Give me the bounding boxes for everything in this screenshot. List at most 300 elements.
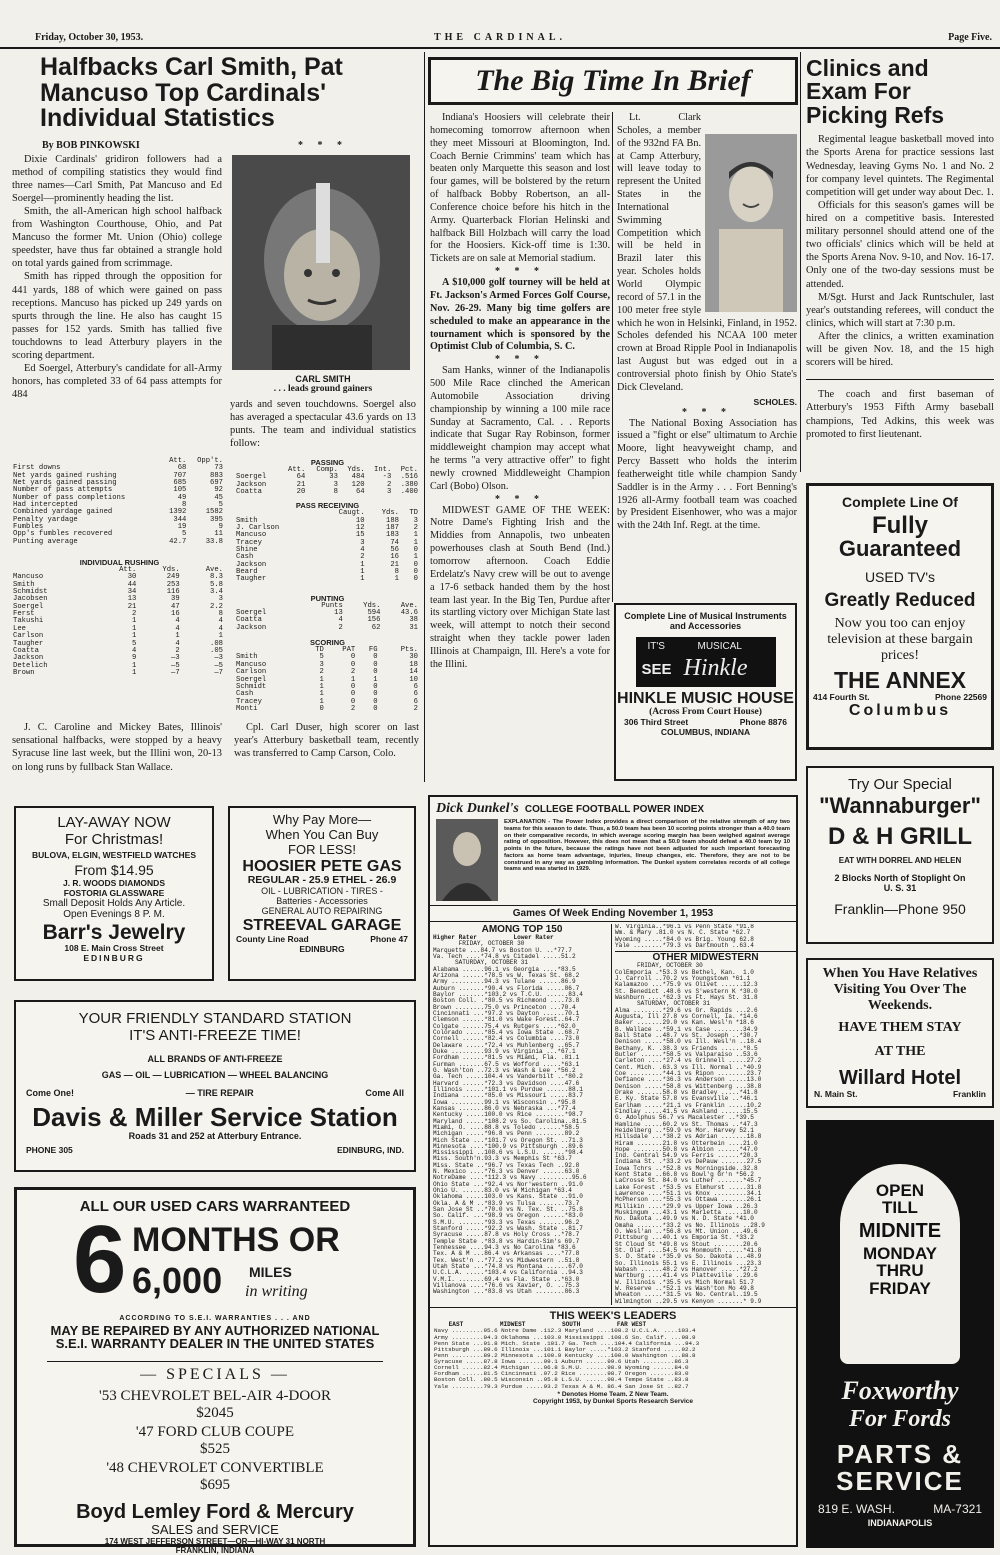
streeval-garage-ad [228, 806, 416, 981]
receiving-label: Beard [236, 568, 258, 577]
rushing-value: 16 [171, 610, 180, 619]
big-time-right-col [617, 112, 797, 597]
davis-tire-row [16, 1080, 414, 1098]
davis-tire-repair: — TIRE REPAIR [185, 1088, 254, 1098]
rushing-table: Att. Yds. Ave. Mancuso 30 249 8.3 Smith 44 253 5.8 Schmidst 34 116 3.4 Jacobsen 13 39 3 Soergel 21 47 2.2 Ferst 2 16 8 Takushi 1 4 4 Lee 1 4 4 Carlson 1 1 1 Taugher 5 4 .08 Coatta 4 2 .05 Jackson 9 —3 —3 Detelich 1 —5 —5 Brown 1 —7 —7 [13, 566, 223, 677]
punting-label: Soergel [236, 609, 267, 618]
portrait-icon [436, 819, 498, 901]
receiving-value: 3 [360, 538, 365, 547]
hinkle-address-row [616, 717, 795, 727]
receiving-label: Cash [236, 553, 254, 562]
team_stats-value: 68 [177, 464, 187, 473]
hinkle-headline: Complete Line of Musical Instruments and Accessories [624, 611, 787, 631]
masthead-rule [0, 47, 1000, 49]
passing-value: .516 [400, 473, 418, 482]
receiving-value: 74 [390, 538, 399, 547]
big-time-left-col [430, 112, 610, 787]
big-time-p5: Lt. Clark Scholes, a member of the 932nd FA Bn. at Camp Atterbury, will leave today to represent the United States in the International Swimming Competition which will be held in Brazil later this year. Scholes holds World Olympic record of 57.1 in the 100 meter free style which he won in Helsinki, Finland, in 1952. Scholes defended his NCAA 100 meter crown at Broad Ripple Pool in Indianapolis last August but was edged out in a controversial photo finish by Ohio State's Dick Cleveland. [617, 112, 797, 393]
hinkle-sign-script: Hinkle [683, 655, 748, 681]
rushing-value: —3 [214, 654, 223, 663]
team_stats-value: 11 [214, 530, 223, 539]
grill-tagline: EAT WITH DORREL AND HELEN [838, 855, 962, 865]
willard-pitch: When You Have Relatives Visiting You Over The Weekends. [822, 966, 978, 1014]
team_stats-label: Had intercepted [13, 501, 78, 509]
rushing-label: Takushi [13, 617, 44, 626]
davis-l3: ALL BRANDS OF ANTI-FREEZE [147, 1054, 283, 1064]
scoring-label: Soergel [236, 675, 267, 684]
receiving-row [235, 562, 419, 569]
streeval-l2: When You Can Buy [265, 827, 379, 842]
photo-caption-sub: . . . leads ground gainers [273, 383, 373, 394]
halfbacks-p2: Smith, the all-American high school halfback from Washington Courthouse, Ohio, and Pat Mancuso the former Mt. Union (Ohio) college speedster, have thus far obtained a strangle hold on total yards gained from scrimmage. [12, 205, 222, 270]
hinkle-address: 306 Third Street [624, 717, 689, 728]
annex-pitch: Now you too can enjoy television at these bargain prices! [827, 616, 973, 664]
barrs-name: Barr's Jewelry [42, 921, 186, 944]
other-midwestern-title: OTHER MIDWESTERN [615, 951, 796, 963]
boyd-car2: '47 FORD CLUB COUPE [135, 1423, 295, 1440]
receiving-value: 56 [390, 546, 399, 555]
dunkel-explanation: EXPLANATION - The Power Index provides a direct comparison of the relative strength of any two teams for this season to date. Thus, a 50.0 team has been 10 scoring points stronger than a 40.0 team on their comparative records, in which average scoring margin has been weighed against average rating of opposition. However, this does not mean that a 50.0 team should defeat a 40.0 team by 10 points in the future, because the ratings have not been adjusted for such important forecasting factors as home team advantage, injuries, lineup changes, etc. Therefore, they are not to be construed in any way as gambling information. The Dunkel system correlates records of all college teams and was started in 1929. [504, 819, 790, 873]
punting-value: 594 [367, 609, 381, 618]
rushing-row [12, 604, 224, 611]
passing-value: 64 [296, 473, 306, 482]
receiving-value: 12 [355, 524, 365, 532]
streeval-l3: FOR LESS! [288, 842, 356, 857]
punting-value: 43.6 [400, 609, 418, 618]
barrs-layaway: LAY-AWAY NOW [57, 814, 171, 831]
rushing-value: —7 [214, 668, 223, 677]
rushing-value: 1 [132, 624, 137, 633]
boyd-city: FRANKLIN, INDIANA [175, 1545, 255, 1555]
masthead [0, 0, 1000, 48]
barrs-town: EDINBURG [83, 953, 145, 964]
streeval-address-row [230, 934, 414, 944]
passing-value: 33 [329, 473, 338, 482]
clinics-p4: After the clinics, a written examination will be given Nov. 18, and the 15 high scorers will be hired. [806, 331, 994, 369]
willard-at-the: AT THE [874, 1044, 926, 1060]
rushing-value: 1 [132, 617, 137, 626]
rushing-label: Detelich [13, 661, 48, 670]
rushing-value: 1 [132, 632, 137, 641]
passing-table: Att. Comp. Yds. Int. Pct. Soergel 64 33 484 -3 .516 Jackson 21 3 120 2 .380 Coatta 20 8 64 3 .400 [236, 465, 418, 496]
rushing-value: 4 [218, 617, 223, 626]
team_stats-label: Combined yardage gained [13, 508, 113, 517]
receiving-row [235, 576, 419, 583]
scoring-label: Mancuso [236, 660, 267, 669]
scoring-value: 3 [319, 660, 324, 669]
team_stats-value: 697 [210, 478, 223, 487]
team_stats-label: Number of pass completions [13, 493, 126, 502]
davis-come-one: Come One! [26, 1088, 75, 1098]
scoring-value: 0 [373, 653, 378, 662]
rushing-label: Jackson [13, 654, 44, 663]
streeval-road: County Line Road [236, 934, 309, 945]
foxworthy-service: SERVICE [836, 1465, 964, 1496]
barrs-deposit: Small Deposit Holds Any Article. [42, 898, 186, 909]
scoring-value: 6 [413, 682, 418, 691]
leaders-title: THIS WEEK'S LEADERS [430, 1307, 796, 1322]
hinkle-sign-its: IT'S [647, 641, 665, 652]
scoring-label: Carlson [236, 668, 267, 677]
rushing-value: 47 [171, 602, 180, 611]
streeval-name: STREEVAL GARAGE [242, 917, 402, 935]
receiving-label: Shine [236, 546, 258, 555]
team_stats-value: 45 [214, 493, 223, 502]
foxworthy-city: INDIANAPOLIS [867, 1518, 933, 1529]
scoring-value: 1 [319, 675, 324, 684]
photo-caption-name: CARL SMITH [295, 373, 351, 384]
scholes-photo [705, 134, 797, 312]
receiving-value: 0 [413, 560, 418, 569]
rushing-label: Ferst [13, 610, 35, 619]
scoring-value: 2 [350, 704, 356, 713]
clinics-divider [806, 379, 994, 380]
team_stats-value: 9 [218, 523, 223, 532]
receiving-label: Taugher [236, 575, 267, 584]
halfbacks-p3: Smith has ripped through the opposition for 441 yards, 188 of which were gained on pass receptions. Mancuso has picked up 249 yards on spurts through the line. He also has caught 15 passes for 152 yards. Smith has tallied five touchdowns to lead Atterbury players in the scoring department. [12, 271, 222, 362]
divider-stars: * * * [298, 139, 348, 151]
rushing-row [12, 611, 224, 618]
scoring-value: 0 [373, 697, 378, 706]
team-stats-table: Att. Opp't. First downs 68 73 Net yards gained rushing 707 883 Net yards gained passing 685 697 Number of pass attempts 105 92 Number of pass completions 49 45 Had intercepted 8 5 Combined yardage gained 1392 1582 Penalty yardage 344 395 Fumbles 19 9 Opp's fumbles recovered 5 11 Punting average 42.7 33.8 [13, 456, 223, 546]
punting-value: 38 [409, 616, 418, 625]
boyd-price3: $695 [200, 1476, 230, 1493]
passing-row [235, 489, 419, 496]
hinkle-sign-musical: MUSICAL [697, 641, 742, 652]
rushing-row [12, 574, 224, 581]
team_stats-value: 1582 [205, 508, 223, 517]
passing-value: 120 [351, 480, 365, 489]
receiving-value: 0 [413, 568, 418, 577]
rushing-value: —5 [214, 661, 223, 670]
rushing-value: 34 [127, 588, 137, 597]
rushing-title: INDIVIDUAL RUSHING [79, 558, 160, 568]
big-time-title: The Big Time In Brief [475, 64, 751, 97]
scoring-label: Cash [236, 690, 254, 699]
punting-label: Jackson [236, 623, 267, 632]
scoring-value: 2 [413, 704, 418, 713]
team_stats-value: 105 [173, 486, 187, 495]
team_stats-label: Opp's fumbles recovered [13, 530, 113, 539]
top150-head: Higher Rater Lower Rater [433, 934, 554, 941]
rushing-label: Lee [13, 624, 26, 633]
receiving-label: J. Carlson [236, 524, 280, 532]
passing-value: 21 [296, 480, 306, 489]
hinkle-location: (Across From Court House) [649, 707, 762, 718]
foxworthy-ad [806, 1120, 994, 1548]
rushing-value: —3 [171, 654, 180, 663]
scoring-label: Tracey [236, 697, 262, 706]
foxworthy-badge [840, 1164, 960, 1364]
foxworthy-address-row [808, 1494, 992, 1516]
scoring-value: 1 [350, 675, 356, 684]
halfbacks-article [12, 55, 422, 775]
barrs-jewelry-ad [14, 806, 214, 981]
scoring-label: Smith [236, 653, 258, 662]
grill-l1: Try Our Special [848, 776, 952, 793]
boyd-price2: $525 [200, 1440, 230, 1457]
issue-date: Friday, October 30, 1953. [35, 32, 144, 43]
scoring-table: TD PAT FG Pts. Smith 5 0 0 30 Mancuso 3 0 0 18 Carlson 2 2 0 14 Soergel 1 1 1 10 Schmidt 1 0 0 6 Cash 1 0 0 6 Tracey 1 0 0 6 Monti 0 2 0 2 [236, 646, 418, 713]
big-time-p2: A $10,000 golf tourney will be held at Ft. Jackson's Armed Forces Golf Course, Nov. 26-29. Many big time golfers are scheduled to make an appearance in the tournament which is sponsored by the Optimist Club of Columbia, S. C. [430, 277, 610, 353]
annex-address: 414 Fourth St. [813, 692, 870, 703]
rushing-value: 4 [175, 624, 180, 633]
receiving-value: 4 [360, 546, 365, 555]
boyd-six: 6 [73, 1206, 127, 1313]
davis-l2: IT'S ANTI-FREEZE TIME! [129, 1027, 301, 1044]
rushing-value: 2 [132, 610, 137, 619]
halfbacks-p1: Dixie Cardinals' gridiron followers had a method of compiling statistics they would find three names—Carl Smith, Pat Mancuso and Ed Soergel—prominently heading the list. [12, 153, 222, 204]
team_stats-value: 685 [173, 478, 187, 487]
rushing-row [12, 641, 224, 648]
rushing-value: 5 [132, 639, 137, 648]
scoring-label: Monti [236, 704, 258, 713]
team_stats-value: 49 [177, 493, 187, 502]
scoring-value: 0 [373, 690, 378, 699]
halfbacks-p6: J. C. Caroline and Mickey Bates, Illinois' sensational halfbacks, were stopped by a heavy Syracuse line last week, but the Illini won, 20-13 on long runs by fullback Stan Wallace. [12, 722, 222, 773]
scoring-value: 0 [350, 653, 356, 662]
scoring-value: 0 [319, 704, 324, 713]
other-midwestern-games: FRIDAY, OCTOBER 30 ColEmporia .*53.3 vs Bethel, Kan. 1.0 J. Carroll ..70.2 vs Youngstown *61.1 Kalamazoo ...*75.9 vs Olivet ......12.3 St. Benedict .48.6 vs S'western K *30.0 Washburn ....*62.3 vs Ft. Hays St. 31.8 SATURDAY, OCTOBER 31 Alma ........*29.6 vs Gr. Rapids ...2.6 Augusta, Ill 27.8 vs Cornell, Ia. *14.6 Baker .......29.0 vs Kan. Wesl'n *18.6 B. Wallace ..*59.1 vs Case ........34.9 Ball State ..48.7 vs St. Joseph ..*30.7 Denison .....*58.0 vs Ill. Wesl'n ..18.4 Bethany, K. .38.3 vs Friends ......*8.5 Butler ......*58.5 vs Valparaiso ..53.6 Carleton ....*27.4 vs Grinnell .....27.2 Cent. Mich. .63.3 vs Ill. Normal ..*40.9 Coe .........*44.1 vs Ripon ........23.7 Defiance ....*36.3 vs Anderson .....13.0 Denison .....*58.8 vs Wittenberg ...38.8 Drake .......58.8 vs Bradley .....*41.8 E. Ky. State 57.8 vs Evansville ..*46.1 Earlham .....*21.1 vs Franklin .....10.2 Findlay .....41.5 vs Ashland ......15.5 G. Adolphus 56.7 vs Macalester ..*39.5 Hamline .....60.2 vs St. Thomas ..*47.3 Heidelberg ..*59.9 vs Mor. Harvey 52.1 Hillsdale ...*38.2 vs Adrian .......18.8 Hiram .......21.8 vs Otterbein ....21.0 Hope ........50.8 vs Albion ......*47.0 Ind. Central 54.9 vs Ferris ......*20.3 Indiana St. .*33.2 vs DePauw .......27.5 Iowa Tchrs ..*52.8 vs Morningside..32.8 Kent State ..66.8 vs Bowl'g Gr'n *56.2 LaCrosse St. 84.0 vs Luther .......*45.7 Lake Forest .*53.5 vs Elmhurst .....31.8 Lawrence ....*51.1 vs Knox .........34.1 McPherson ...*55.3 vs Ottawa .......26.1 Millikin ....*29.9 vs Upper Iowa ..26.3 Muskingum ...43.1 vs Marietta .....10.0 No. Dakota ..49.9 vs N. D. State *41.0 Omaha .......*33.2 vs No. Illinois ..28.9 O. Wesl'an ..*56.8 vs Mt. Union ...49.6 Pittsburg ...40.1 vs Emporia St. *33.2 St Cloud St *49.8 vs Stout ........20.6 St. Olaf ....54.5 vs Monmouth .....*41.8 S. D. State .*35.9 vs So. Dakota ...48.9 So. Illinois 55.1 vs E. Illinois ...23.3 Wabash ......48.2 vs Hanover .....*27.2 Wartburg ....41.4 vs Platteville ..29.6 W. Illinois .*35.5 vs Mich Normal 51.7 W. Reserve ..*52.1 vs Wash'ton Mo 49.8 Wheaton .....*31.5 vs No. Central..19.5 Wilmington ..29.5 vs Kenyon .......* 9.9 [615, 962, 765, 1305]
dunkel-footnote: * Denotes Home Team. Z New Team. [557, 1390, 669, 1398]
scoring-value: 6 [413, 697, 418, 706]
willard-city: Franklin [952, 1088, 986, 1099]
team_stats-value: 395 [210, 515, 223, 524]
scoring-row [235, 706, 419, 713]
halfbacks-headline: Halfbacks Carl Smith, Pat Mancuso Top Cardinals' Individual Statistics [40, 55, 343, 132]
boyd-repaired: MAY BE REPAIRED BY ANY AUTHORIZED NATIONAL [50, 1323, 380, 1338]
boyd-name: Boyd Lemley Ford & Mercury [76, 1500, 354, 1523]
annex-used-tvs: USED TV's [864, 568, 936, 585]
clinics-p5: The coach and first baseman of Atterbury's 1953 Fifth Army baseball champions, Ted Adkins, this week was promoted to first lieutenant. [806, 389, 994, 440]
annex-guaranteed: Guaranteed [838, 536, 962, 562]
barrs-watches: BULOVA, ELGIN, WESTFIELD WATCHES [31, 850, 196, 860]
rushing-row [12, 663, 224, 670]
team_stats-value: 5 [218, 501, 223, 509]
column-rule-3 [800, 52, 801, 472]
team_stats-value: 92 [214, 486, 223, 495]
streeval-prices: REGULAR - 25.9 ETHEL - 26.9 [247, 874, 397, 887]
rushing-label: Coatta [13, 646, 39, 655]
receiving-value: 3 [413, 516, 418, 525]
annex-fully: Fully [871, 512, 928, 539]
streeval-repair: GENERAL AUTO REPAIRING [261, 906, 383, 917]
scoring-value: 1 [319, 697, 324, 706]
rushing-value: 253 [166, 580, 180, 589]
scoring-value: 30 [409, 653, 418, 662]
rushing-label: Carlson [13, 632, 44, 641]
receiving-label: Tracey [236, 538, 262, 547]
foxworthy-parts: PARTS & [836, 1439, 964, 1469]
receiving-title: PASS RECEIVING [295, 501, 360, 511]
carl-smith-photo [232, 155, 410, 370]
scoring-value: 0 [373, 660, 378, 669]
barrs-hours: Open Evenings 8 P. M. [63, 909, 165, 920]
passing-value: 2 [386, 480, 392, 489]
team_stats-value: 33.8 [205, 537, 223, 546]
passing-label: Jackson [236, 480, 267, 489]
receiving-value: 1 [413, 531, 418, 540]
streeval-batteries: Batteries - Accessories [276, 896, 368, 907]
grill-wannaburger: "Wannaburger" [819, 793, 981, 818]
scoring-row [235, 699, 419, 706]
hinkle-phone: Phone 8876 [739, 717, 787, 728]
punting-table: Punts Yds. Ave. Soergel 13 594 43.6 Coatta 4 156 38 Jackson 2 62 31 [236, 601, 418, 632]
boyd-specials: — SPECIALS — [140, 1365, 290, 1383]
rushing-value: 5.8 [210, 580, 223, 589]
scoring-value: 18 [409, 660, 418, 669]
davis-phone: PHONE 305 [26, 1144, 73, 1155]
annex-city: Columbus [848, 702, 952, 720]
foxworthy-friday: FRIDAY [869, 1278, 931, 1298]
paper-name: THE CARDINAL. [433, 32, 566, 43]
streeval-town: EDINBURG [299, 944, 345, 955]
barrs-christmas: For Christmas! [64, 831, 164, 848]
willard-stay: HAVE THEM STAY [838, 1020, 962, 1036]
leaders-head: EAST MIDWEST SOUTH FAR WEST [434, 1321, 647, 1329]
davis-miller-ad [14, 1000, 416, 1172]
passing-value: -3 [382, 473, 392, 482]
clinics-headline: Clinics and Exam For Picking Refs [806, 57, 945, 128]
scoring-value: 2 [350, 668, 356, 677]
top150-title: AMONG TOP 150 [481, 924, 563, 935]
receiving-value: 1 [360, 560, 365, 569]
rushing-row [12, 633, 224, 640]
davis-name: Davis & Miller Service Station [32, 1102, 398, 1132]
halfbacks-p7: Cpl. Carl Duser, high scorer on last year's Atterbury basketball team, recently was transferred to Camp Carson, Colo. [234, 722, 419, 760]
hinkle-sign-see: SEE [641, 661, 672, 678]
receiving-value: 16 [390, 553, 399, 562]
punting-title: PUNTING [310, 593, 345, 603]
punting-row [235, 625, 419, 632]
receiving-label: Jackson [236, 560, 267, 569]
streeval-phone: Phone 47 [370, 934, 408, 945]
rushing-value: 8 [218, 610, 223, 619]
passing-value: 484 [351, 473, 365, 482]
passing-value: 3 [386, 487, 392, 496]
boyd-sales: SALES and SERVICE [151, 1521, 279, 1537]
scoring-value: 0 [350, 690, 356, 699]
team_stats-value: 42.7 [169, 537, 187, 546]
rushing-value: 2 [175, 646, 180, 655]
team_stats-value: 5 [182, 530, 187, 539]
rushing-label: Smith [13, 580, 35, 589]
willard-street: N. Main St. [814, 1088, 858, 1099]
boyd-divider [47, 1361, 383, 1362]
passing-value: .380 [400, 480, 418, 489]
swimmer-illustration [705, 134, 797, 312]
rushing-value: 9 [132, 654, 137, 663]
clinics-article [806, 57, 994, 472]
annex-l1: Complete Line Of [842, 494, 958, 510]
team_stats-value: 883 [210, 471, 223, 480]
boyd-car3: '48 CHEVROLET CONVERTIBLE [106, 1459, 324, 1476]
rushing-value: 4 [175, 617, 180, 626]
dunkel-copyright: Copyright 1953, by Dunkel Sports Research Service [532, 1397, 694, 1405]
passing-value: 8 [333, 487, 338, 496]
rushing-value: 1 [132, 661, 137, 670]
rushing-value: 1 [218, 632, 223, 641]
boyd-lemley-ad [14, 1187, 416, 1555]
receiving-value: 183 [386, 531, 399, 540]
dunkel-games [430, 924, 796, 1305]
rushing-value: 2.2 [210, 602, 223, 611]
divider-stars: * * * [495, 354, 545, 366]
halfbacks-p5: yards and seven touchdowns. Soergel also has averaged a spectacular 43.6 yards on 13 punts. The team and individual statistics follow: [230, 398, 416, 449]
annex-tv-ad [806, 483, 994, 750]
receiving-value: 15 [355, 531, 365, 540]
rushing-value: .08 [210, 639, 223, 648]
top150-games: FRIDAY, OCTOBER 30 Marquette ...84.7 vs Boston U. ..*77.7 Va. Tech ....*74.8 vs Citadel .....51.2 SATURDAY, OCTOBER 31 Alabama ......96.1 vs Georgia ....*83.5 Arizona ......*78.5 vs W. Texas St. 68.2 Army .........94.3 vs Tulane ......86.9 Auburn .......*90.4 vs Florida .....86.7 Baylor .......*103.2 vs T.C.U. ......83.4 Boston Coll. .*80.5 vs Richmond ....73.8 Brown ........75.0 vs Princeton ...70.4 Cincinnati ...*97.2 vs Dayton ......70.1 Clemson ......*81.0 vs Wake Forest..64.7 Colgate ......75.4 vs Rutgers ....*62.0 Colorado .....*85.4 vs Iowa State ..68.7 Cornell ......*82.4 vs Columbia ....73.0 Delaware .....*72.4 vs Muhlenberg ..65.7 Duke .........93.9 vs Virginia ...*67.1 Fordham ......*81.5 vs Miami, Fla. .81.1 Furman .......67.5 vs Wofford .....*63.1 G. Wash'ton ..72.3 vs Wash & Lee .*56.2 Ga. Tech .....104.4 vs Vanderbilt ..*80.2 Harvard ......*72.3 vs Davidson ....47.6 Illinois .....*101.1 vs Purdue ......88.1 Indiana ......*85.0 vs Missouri .....83.7 Iowa .........99.1 vs Wisconsin ..*95.8 Kansas .......86.0 vs Nebraska ...*77.4 Kentucky .....100.0 vs Rice ........*98.7 Maryland .....*108.2 vs So. Carolina..81.5 Miami, O. ....88.8 vs Toledo ......*58.5 Michigan .....*96.8 vs Penn ........89.2 Mich State ...*101.7 vs Oregon St. ..71.3 Minnesota ....*100.9 vs Pittsburgh ..89.6 Mississippi ..108.6 vs L.S.U. ......*98.4 Miss. South'n.93.3 vs Memphis St *63.7 Miss. State ..*96.7 vs Texas Tech ..92.8 N. Mexico ....*76.3 vs Denver ......63.0 NotreDame ....*112.3 vs Navy .........95.6 Ohio State ...*92.4 vs Nor'western ..91.0 Ohio U. ......83.0 vs W Michigan *63.4 Oklahoma .....103.0 vs Kans. State ..91.0 Okla. A & M ..*83.9 vs Tulsa .......73.7 San Jose St ..*70.0 vs N. Tex. St. ..75.8 So. Calif. ...*98.9 vs Oregon ......*83.0 S.M.U. .......*93.3 vs Texas .......96.2 Stanford .....*92.2 vs Wash. State ..81.7 Syracuse .....87.8 vs Holy Cross ..*78.7 Temple State .*83.8 vs Hardin-Sim's 69.7 Tennessee ....94.3 vs No Carolina *83.6 Tex. A & M ...86.4 vs Arkansas ....*77.8 Tex. West'n ..*77.2 vs Midwestern ..51.8 Utah State ...*74.8 vs Montana ......67.0 U.C.L.A. .....*103.4 vs California ..94.3 V.M.I. .......69.4 vs Fla. State ..*63.0 Villanova ....*76.6 vs Xavier, O. ..75.3 Washington ...*83.8 vs Utah ........86.3 [433, 940, 587, 1296]
scoring-value: 1 [319, 690, 324, 699]
scholes-caption: SCHOLES. [753, 396, 797, 407]
scoring-row [235, 684, 419, 691]
rushing-value: 3 [218, 595, 223, 604]
receiving-value: 187 [386, 524, 399, 532]
davis-contact-row [16, 1141, 414, 1155]
streeval-l1: Why Pay More— [272, 812, 372, 827]
scoring-value: 1 [319, 682, 324, 691]
team_stats-label: Number of pass attempts [13, 486, 113, 495]
team_stats-value: 344 [173, 515, 187, 524]
foxworthy-open: OPEN [875, 1181, 925, 1200]
scoring-value: 0 [350, 697, 356, 706]
team_stats-label: Net yards gained passing [13, 478, 117, 487]
punting-value: 62 [371, 623, 381, 632]
column-rule-1 [424, 52, 425, 782]
foxworthy-till: TILL [882, 1198, 918, 1218]
passing-label: Soergel [236, 473, 267, 482]
dunkel-portrait [436, 819, 498, 901]
annex-name: THE ANNEX [833, 666, 967, 693]
rushing-value: —7 [171, 668, 180, 677]
grill-ad [806, 766, 994, 944]
passing-label: Coatta [236, 487, 262, 496]
big-time-p3: Sam Hanks, winner of the Indianapolis 500 Mile Race clinched the American Automobile Association driving championship by winning a 100 mile race Sunday at Sacramento, Cal. . . Reports indicate that Sugar Ray Robinson, former middleweight champion may accept what he terms "a very attractive offer" to fight newly crowned Middleweight Champion Carl (Bobo) Olson. [430, 365, 610, 492]
rushing-value: .05 [210, 646, 223, 655]
clinics-p1: Regimental league basketball moved into the Sports Arena for practice sessions last Wednesday, leaving Gyms No. 1 and No. 2 for company level quintets. The Regimental competition will get under way about Dec. 1. [806, 134, 994, 198]
foxworthy-monday: MONDAY [863, 1244, 937, 1264]
team_stats-row [12, 539, 224, 546]
rushing-label: Taugher [13, 639, 44, 648]
receiving-value: 1 [360, 575, 365, 584]
team_stats-label: Punting average [13, 537, 78, 546]
team_stats-label: Fumbles [13, 523, 44, 532]
team_stats-value: 73 [214, 464, 223, 473]
grill-name: D & H GRILL [828, 823, 972, 851]
punting-value: 156 [367, 616, 381, 625]
scoring-label: Schmidt [236, 682, 267, 691]
column-rule-2 [612, 112, 613, 602]
annex-reduced: Greatly Reduced [824, 589, 976, 611]
rushing-value: 3.4 [210, 588, 223, 597]
receiving-value: 188 [386, 516, 399, 525]
team_stats-value: 707 [173, 471, 187, 480]
annex-address-row [809, 692, 991, 702]
divider-stars: * * * [495, 266, 545, 278]
rushing-value: 116 [166, 588, 180, 597]
passing-value: 64 [355, 487, 365, 496]
divider-stars: * * * [495, 493, 545, 505]
receiving-value: 1 [394, 575, 399, 584]
rushing-label: Soergel [13, 602, 44, 611]
halfbacks-p4: Ed Soergel, Atterbury's candidate for all-Army honors, has completed 33 of 64 pass attempts for 484 [12, 363, 222, 401]
foxworthy-thru: THRU [876, 1261, 924, 1281]
punting-row [235, 610, 419, 617]
dunkel-logo: Dick Dunkel's [436, 801, 519, 816]
davis-come-all: Come All [365, 1088, 404, 1098]
top150-continued: W. Virginia..*96.1 vs Penn State *91.8 Wm. & Mary .81.0 vs N. C. State *62.7 Wyoming .....*84.0 vs Brig. Young 62.8 Yale ........*79.3 vs Dartmouth ..63.4 [615, 924, 754, 949]
